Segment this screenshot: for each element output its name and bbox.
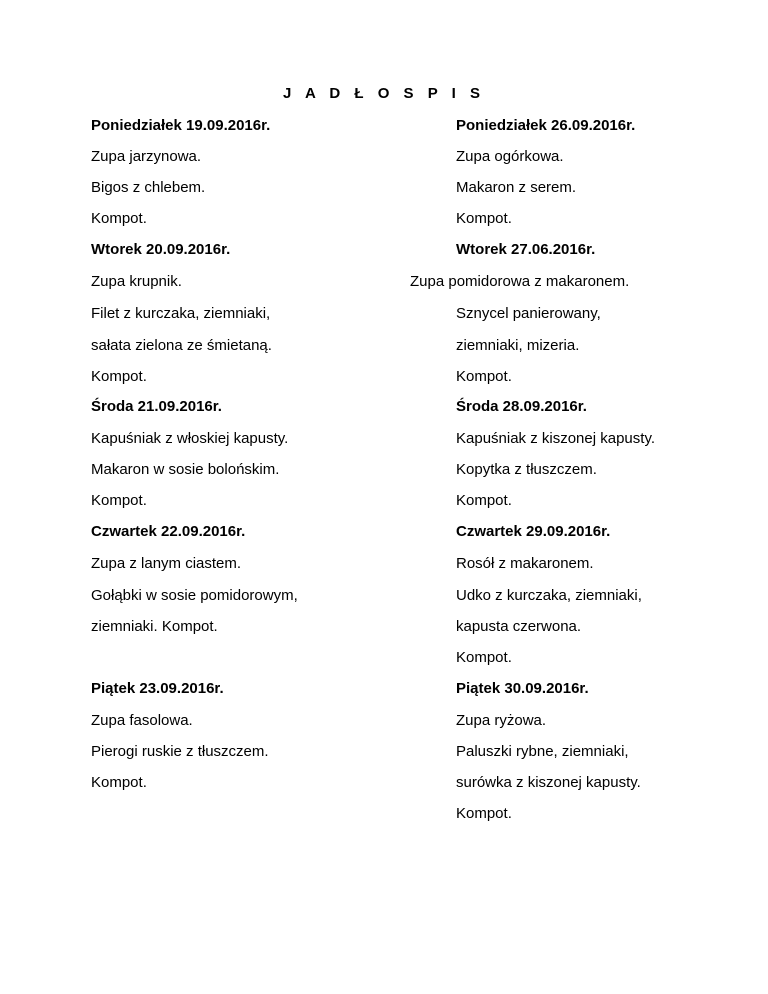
day-heading-thursday-2: Czwartek 29.09.2016r. (456, 523, 611, 540)
menu-item: Filet z kurczaka, ziemniaki, (91, 305, 271, 322)
menu-item: Rosół z makaronem. (456, 555, 594, 572)
day-heading-friday-1: Piątek 23.09.2016r. (91, 680, 224, 697)
menu-item: Kompot. (456, 649, 512, 666)
menu-item: Zupa fasolowa. (91, 712, 193, 729)
day-heading-wednesday-1: Środa 21.09.2016r. (91, 398, 222, 415)
menu-item: Zupa ogórkowa. (456, 148, 564, 165)
day-heading-wednesday-2: Środa 28.09.2016r. (456, 398, 587, 415)
menu-item: surówka z kiszonej kapusty. (456, 774, 641, 791)
menu-item: Bigos z chlebem. (91, 179, 206, 196)
menu-item: ziemniaki. Kompot. (91, 618, 218, 635)
menu-item: Zupa ryżowa. (456, 712, 547, 729)
day-heading-monday-1: Poniedziałek 19.09.2016r. (91, 117, 271, 134)
menu-item: Pierogi ruskie z tłuszczem. (91, 743, 269, 760)
menu-item: Kompot. (91, 774, 147, 791)
menu-item: ziemniaki, mizeria. (456, 337, 580, 354)
menu-item: Makaron z serem. (456, 179, 577, 196)
menu-item: Zupa jarzynowa. (91, 148, 202, 165)
menu-item: Kompot. (456, 492, 512, 509)
menu-item: Kompot. (456, 805, 512, 822)
menu-item: Udko z kurczaka, ziemniaki, (456, 587, 642, 604)
menu-item: Kopytka z tłuszczem. (456, 461, 597, 478)
menu-item: Kompot. (456, 368, 512, 385)
menu-item: Kompot. (91, 368, 147, 385)
menu-item: Kapuśniak z kiszonej kapusty. (456, 430, 655, 447)
menu-item: kapusta czerwona. (456, 618, 582, 635)
menu-title: J A D Ł O S P I S (283, 85, 485, 102)
menu-item: Gołąbki w sosie pomidorowym, (91, 587, 298, 604)
menu-item: Kompot. (91, 492, 147, 509)
day-heading-tuesday-2: Wtorek 27.06.2016r. (456, 241, 596, 258)
menu-item: Paluszki rybne, ziemniaki, (456, 743, 629, 760)
menu-item: Makaron w sosie bolońskim. (91, 461, 280, 478)
day-heading-thursday-1: Czwartek 22.09.2016r. (91, 523, 246, 540)
menu-item: Sznycel panierowany, (456, 305, 601, 322)
day-heading-tuesday-1: Wtorek 20.09.2016r. (91, 241, 231, 258)
menu-item: Zupa pomidorowa z makaronem. (410, 273, 630, 290)
menu-item: Kompot. (91, 210, 147, 227)
day-heading-friday-2: Piątek 30.09.2016r. (456, 680, 589, 697)
day-heading-monday-2: Poniedziałek 26.09.2016r. (456, 117, 636, 134)
menu-item: sałata zielona ze śmietaną. (91, 337, 272, 354)
menu-item: Zupa krupnik. (91, 273, 182, 290)
menu-item: Zupa z lanym ciastem. (91, 555, 242, 572)
menu-item: Kapuśniak z włoskiej kapusty. (91, 430, 289, 447)
menu-item: Kompot. (456, 210, 512, 227)
